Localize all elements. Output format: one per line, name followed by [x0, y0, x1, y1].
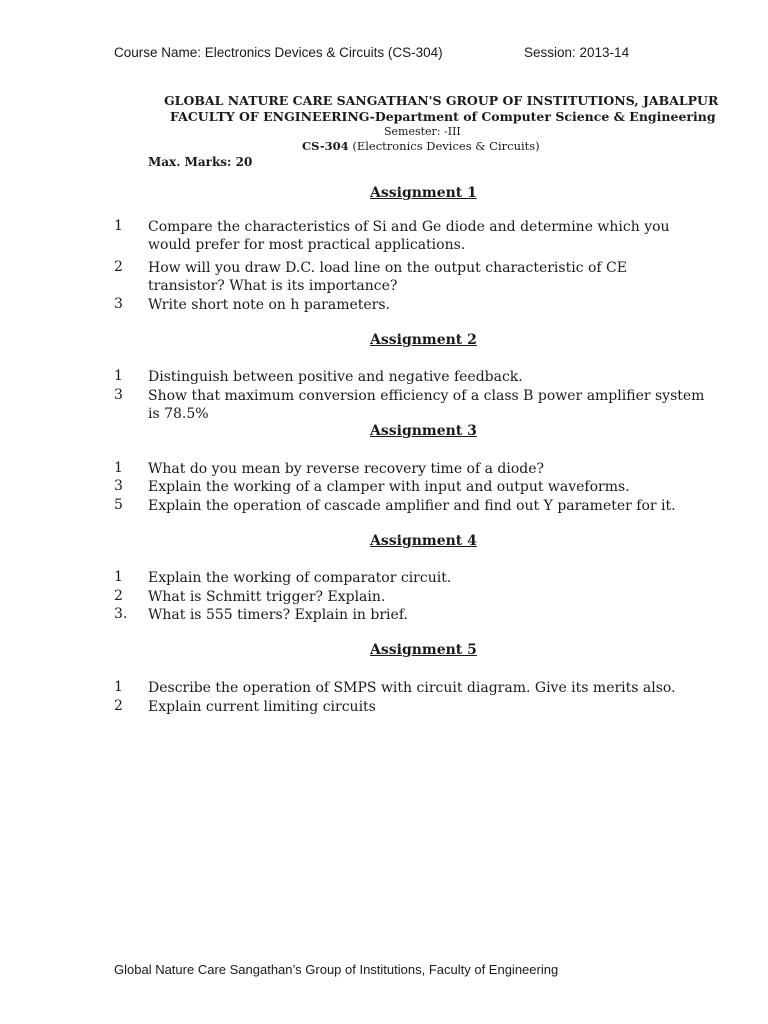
- question-text: How will you draw D.C. load line on the output characteristic of CE transistor? What is its importance?: [148, 260, 627, 294]
- question-number: 3: [114, 296, 123, 312]
- question-text: What is Schmitt trigger? Explain.: [148, 589, 386, 605]
- assignment-heading: Assignment 5: [370, 642, 477, 658]
- faculty-department: FACULTY OF ENGINEERING-Department of Computer Science & Engineering: [170, 109, 716, 124]
- question-text: Explain the working of a clamper with input and output waveforms.: [148, 479, 630, 495]
- question-number: 3.: [114, 606, 128, 622]
- assignment-heading: Assignment 1: [370, 185, 477, 201]
- question-number: 1: [114, 679, 123, 695]
- question-text: What do you mean by reverse recovery time of a diode?: [148, 461, 545, 477]
- question-text: Write short note on h parameters.: [148, 297, 391, 313]
- question-text: Explain current limiting circuits: [148, 699, 376, 715]
- question-number: 1: [114, 569, 123, 585]
- question-text: Explain the working of comparator circuit.: [148, 570, 452, 586]
- question-text: What is 555 timers? Explain in brief.: [148, 607, 408, 623]
- course-title: (Electronics Devices & Circuits): [348, 139, 540, 153]
- question-number: 3: [114, 478, 123, 494]
- course-code: CS-304: [302, 139, 349, 153]
- question-number: 2: [114, 588, 123, 604]
- question-number: 2: [114, 259, 123, 275]
- institution-name: GLOBAL NATURE CARE SANGATHAN'S GROUP OF INSTITUTIONS, JABALPUR: [164, 93, 719, 108]
- question-number: 5: [114, 497, 123, 513]
- page-footer: Global Nature Care Sangathan’s Group of Institutions, Faculty of Engineering: [114, 962, 559, 977]
- question-number: 1: [114, 368, 123, 384]
- question-text: Compare the characteristics of Si and Ge diode and determine which you would prefer for most practical applications.: [148, 219, 670, 253]
- course-line: [302, 139, 540, 153]
- session-header: Session: 2013-14: [524, 45, 630, 60]
- assignment-heading: Assignment 3: [370, 423, 477, 439]
- question-number: 3: [114, 387, 123, 403]
- question-number: 2: [114, 698, 123, 714]
- question-text: Explain the operation of cascade amplifier and find out Y parameter for it.: [148, 498, 676, 514]
- question-text: Describe the operation of SMPS with circuit diagram. Give its merits also.: [148, 680, 676, 696]
- question-number: 1: [114, 460, 123, 476]
- assignment-heading: Assignment 4: [370, 533, 477, 549]
- max-marks: Max. Marks: 20: [148, 155, 253, 169]
- question-number: 1: [114, 218, 123, 234]
- assignment-heading: Assignment 2: [370, 332, 477, 348]
- semester-label: Semester: -III: [384, 125, 461, 138]
- course-name-header: Course Name: Electronics Devices & Circuits (CS-304): [114, 45, 443, 60]
- question-text: Show that maximum conversion efficiency of a class B power amplifier system is 78.5%: [148, 388, 705, 422]
- question-text: Distinguish between positive and negative feedback.: [148, 369, 523, 385]
